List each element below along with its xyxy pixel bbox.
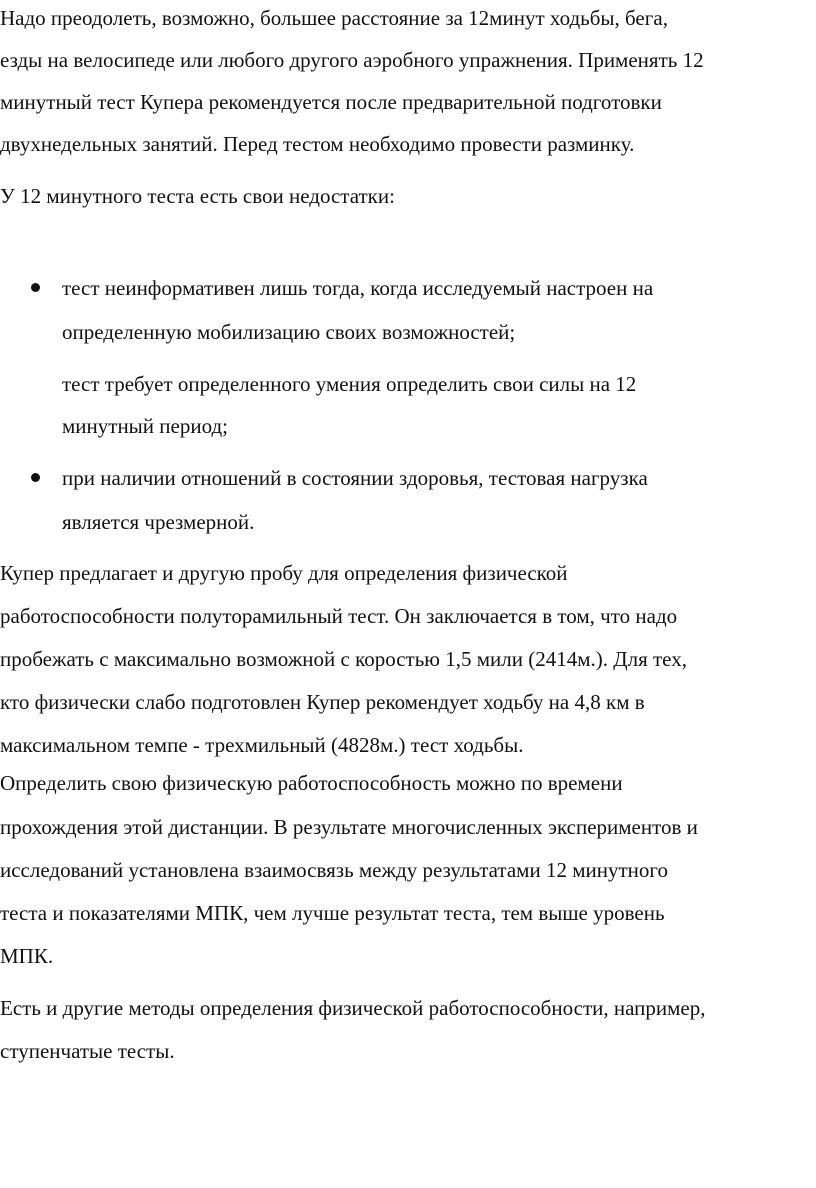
list-item-text: минутный период; — [62, 414, 228, 438]
list-item-text: при наличии отношений в состоянии здоровья, тестовая нагрузка — [62, 466, 648, 490]
text-line: У 12 минутного теста есть свои недостатки: — [0, 184, 395, 208]
list-item-text: определенную мобилизацию своих возможностей; — [62, 320, 516, 344]
text-line: максимальном темпе - трехмильный (4828м.) тест ходьбы. — [0, 733, 524, 757]
text-line: пробежать с максимально возможной с коростью 1,5 мили (2414м.). Для тех, — [0, 647, 687, 671]
text-line: МПК. — [0, 944, 54, 968]
text-line: работоспособности полуторамильный тест. Он заключается в том, что надо — [0, 604, 678, 628]
list-item-text: тест неинформативен лишь тогда, когда исследуемый настроен на — [62, 276, 654, 300]
text-line: кто физически слабо подготовлен Купер рекомендует ходьбу на 4,8 км в — [0, 690, 645, 714]
text-line: Надо преодолеть, возможно, большее расстояние за 12минут ходьбы, бега, — [0, 6, 668, 30]
text-line: езды на велосипеде или любого другого аэробного упражнения. Применять 12 — [0, 48, 704, 72]
text-line: Есть и другие методы определения физической работоспособности, например, — [0, 996, 706, 1020]
text-line: исследований установлена взаимосвязь между результатами 12 минутного — [0, 858, 668, 882]
text-line: ступенчатые тесты. — [0, 1039, 175, 1063]
text-line: минутный тест Купера рекомендуется после предварительной подготовки — [0, 90, 662, 114]
text-line: двухнедельных занятий. Перед тестом необходимо провести разминку. — [0, 132, 635, 156]
text-line: прохождения этой дистанции. В результате многочисленных экспериментов и — [0, 815, 698, 839]
text-line: теста и показателями МПК, чем лучше результат теста, тем выше уровень — [0, 901, 665, 925]
list-item-text: является чрезмерной. — [62, 510, 255, 534]
text-line: Определить свою физическую работоспособность можно по времени — [0, 771, 623, 795]
bullet-icon — [31, 473, 40, 482]
text-line: Купер предлагает и другую пробу для определения физической — [0, 561, 568, 585]
list-item-text: тест требует определенного умения определить свои силы на 12 — [62, 372, 637, 396]
bullet-icon — [31, 283, 40, 292]
